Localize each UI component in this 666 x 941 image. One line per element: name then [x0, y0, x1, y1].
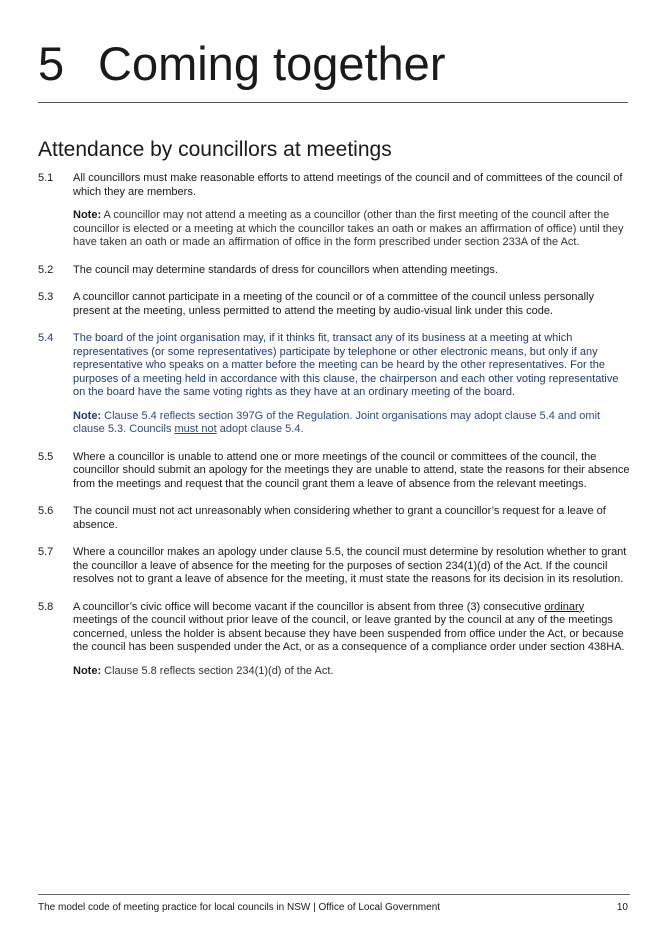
clause-note [73, 410, 630, 437]
section-heading: Attendance by councillors at meetings [38, 138, 392, 161]
clause-text [73, 601, 630, 655]
clause-number: 5.5 [38, 450, 54, 463]
clause-5-4 [38, 332, 630, 437]
clause-text-end: meetings of the council without prior leave of the council, or leave granted by the council at any of the meetings concerned, unless the holder is absent because they have been suspended from office under the Act, or because the council has been suspended under the Act, or as a consequence of a compliance order under section 438HA. [73, 614, 625, 653]
clause-text: Where a councillor makes an apology under clause 5.5, the council must determine by resolution whether to grant the councillor a leave of absence for the meeting for the purposes of section 234(1)(d) of the Act. If the council resolves not to grant a leave of absence for the meeting, it must state the reasons for its decision in its resolution. [73, 546, 627, 585]
clause-number: 5.7 [38, 546, 54, 558]
clause-text: The council must not act unreasonably when considering whether to grant a councillor’s request for a leave of absence. [73, 505, 606, 531]
clause-text-start: A councillor’s civic office will become vacant if the councillor is absent from three (3) consecutive [73, 600, 545, 613]
clause-text: All councillors must make reasonable efforts to attend meetings of the council and of committees of the council of which they are members. [73, 172, 623, 198]
clause-5-2 [38, 264, 630, 278]
note-emphasis: must not [174, 423, 217, 435]
clause-5-6 [38, 505, 630, 532]
clause-5-5 [38, 451, 630, 492]
clause-number: 5.1 [38, 172, 54, 184]
note-label: Note: [73, 409, 102, 422]
page-footer [38, 894, 630, 913]
note-text: A councillor may not attend a meeting as a councillor (other than the first meeting of the council after the councillor is elected or a meeting at which the councillor takes an oath or makes an affirmation of office) until they have taken an oath or made an affirmation of office in the form prescribed under section 233A of the Act. [73, 209, 624, 248]
clause-number: 5.6 [38, 505, 54, 517]
clause-emphasis: ordinary [544, 600, 585, 613]
footer-text: The model code of meeting practice for local councils in NSW | Office of Local Government [38, 902, 441, 913]
clause-text: The board of the joint organisation may, if it thinks fit, transact any of its business at a meeting at which representatives (or some representatives) participate by telephone or other electronic means, but only if any representative who speaks on a matter before the meeting can be heard by the other representatives. For the purposes of a meeting held in accordance with this clause, the chairperson and each other voting representative on the board have the same voting rights as they have at an ordinary meeting of the board. [73, 332, 619, 398]
clause-number: 5.3 [38, 291, 54, 303]
page-number: 10 [616, 902, 628, 913]
clause-text: The council may determine standards of dress for councillors when attending meetings. [73, 263, 498, 276]
chapter-header [38, 30, 628, 103]
clause-text: Where a councillor is unable to attend one or more meetings of the council or committees of the council, the councillor should submit an apology for the meetings they are unable to attend, state the reasons for their absence from the meetings and request that the council grant them a leave of absence from the relevant meetings. [73, 450, 630, 490]
clause-number: 5.2 [38, 263, 54, 276]
clause-note [73, 209, 630, 250]
note-text: Clause 5.4 reflects section 397G of the Regulation. Joint organisations may adopt clause 5.4 and omit clause 5.3. Councils [73, 409, 601, 435]
chapter-title: Coming together [98, 37, 446, 90]
clause-5-8 [38, 601, 630, 679]
note-label: Note: [73, 209, 102, 221]
clause-text: A councillor cannot participate in a meeting of the council or of a committee of the council unless personally present at the meeting, unless permitted to attend the meeting by audio-visual link under this code. [73, 291, 594, 317]
clause-list [38, 172, 630, 692]
clause-5-1 [38, 172, 630, 250]
clause-number: 5.4 [38, 332, 54, 344]
note-label: Note: [73, 664, 102, 677]
note-text: Clause 5.8 reflects section 234(1)(d) of the Act. [101, 664, 334, 677]
note-text-end: adopt clause 5.4. [216, 423, 304, 435]
chapter-number: 5 [38, 37, 65, 90]
clause-note [73, 665, 630, 679]
clause-number: 5.8 [38, 600, 54, 613]
clause-5-3 [38, 291, 630, 318]
clause-5-7 [38, 546, 630, 587]
